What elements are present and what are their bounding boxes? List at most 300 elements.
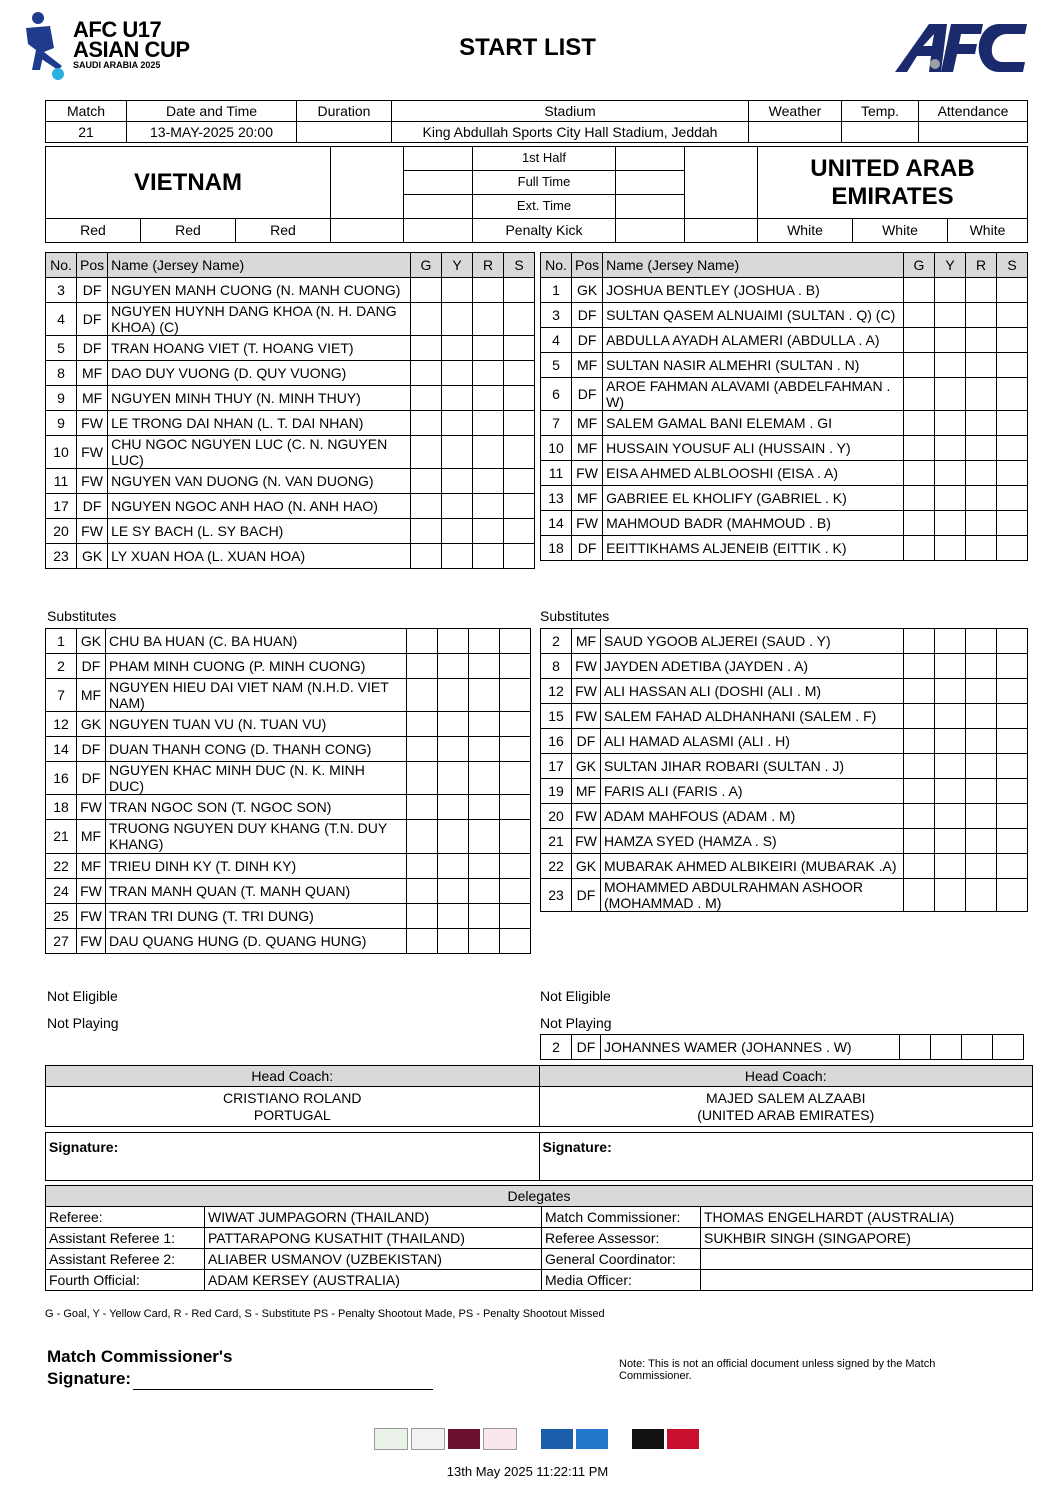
away-kit-1: White xyxy=(758,219,853,243)
red-card-box xyxy=(966,704,997,729)
player-row xyxy=(541,879,1028,912)
player-name: JAYDEN ADETIBA (JAYDEN . A) xyxy=(601,654,904,679)
player-name: LE TRONG DAI NHAN (L. T. DAI NHAN) xyxy=(108,411,411,436)
goal-box xyxy=(411,519,442,544)
away-not-playing-table xyxy=(540,1034,1024,1060)
away-not-playing-label: Not Playing xyxy=(540,1015,612,1031)
player-position: GK xyxy=(572,854,601,879)
player-row xyxy=(541,679,1028,704)
red-card-box xyxy=(469,679,500,712)
stadium-header: Stadium xyxy=(392,101,749,122)
away-not-eligible-label: Not Eligible xyxy=(540,988,611,1004)
goal-box xyxy=(904,654,935,679)
goal-box xyxy=(411,494,442,519)
player-number: 8 xyxy=(46,361,77,386)
period-ext-time: Ext. Time xyxy=(473,195,616,219)
player-position: DF xyxy=(572,328,603,353)
away-signature-field[interactable]: Signature: xyxy=(539,1133,1033,1181)
yellow-card-box xyxy=(935,536,966,561)
red-card-box xyxy=(966,854,997,879)
goal-box xyxy=(904,804,935,829)
substitute-box xyxy=(997,511,1028,536)
player-row xyxy=(46,494,535,519)
red-card-box xyxy=(469,712,500,737)
player-row xyxy=(46,629,531,654)
player-position: DF xyxy=(77,336,108,361)
player-row xyxy=(46,469,535,494)
yellow-card-box xyxy=(935,854,966,879)
player-number: 8 xyxy=(541,654,572,679)
red-card-box xyxy=(469,737,500,762)
player-number: 13 xyxy=(541,486,572,511)
match-stadium: King Abdullah Sports City Hall Stadium, Jeddah xyxy=(392,122,749,143)
player-number: 18 xyxy=(46,795,77,820)
player-name: SULTAN QASEM ALNUAIMI (SULTAN . Q) (C) xyxy=(603,303,904,328)
red-card-box xyxy=(966,536,997,561)
player-position: GK xyxy=(572,754,601,779)
substitute-box xyxy=(504,386,535,411)
player-position: FW xyxy=(77,436,108,469)
player-number: 10 xyxy=(46,436,77,469)
sponsor-logo-icon xyxy=(483,1428,517,1450)
red-card-box xyxy=(966,654,997,679)
goal-box xyxy=(904,829,935,854)
player-position: MF xyxy=(77,679,106,712)
yellow-card-box xyxy=(935,729,966,754)
red-card-box xyxy=(469,795,500,820)
yellow-card-box xyxy=(438,654,469,679)
g-box xyxy=(900,1035,931,1060)
weather-header: Weather xyxy=(749,101,842,122)
period-full-time: Full Time xyxy=(473,171,616,195)
substitute-box xyxy=(500,629,531,654)
player-row xyxy=(541,536,1028,561)
player-number: 4 xyxy=(541,328,572,353)
home-score-et xyxy=(404,195,473,219)
away-score-cell xyxy=(685,147,758,219)
red-card-box xyxy=(966,278,997,303)
yellow-card-box xyxy=(935,436,966,461)
home-team-name: VIETNAM xyxy=(46,147,331,219)
not-playing-no: 2 xyxy=(541,1035,572,1060)
col-s: S xyxy=(997,253,1028,278)
away-subs-table xyxy=(540,628,1028,912)
sponsor-logo-icon xyxy=(541,1429,573,1449)
yellow-card-box xyxy=(442,386,473,411)
note-text: Note: This is not an official document unless signed by the Match Commissioner. xyxy=(619,1358,936,1382)
player-number: 27 xyxy=(46,928,77,953)
goal-box xyxy=(411,303,442,336)
player-position: DF xyxy=(77,654,106,679)
yellow-card-box xyxy=(442,411,473,436)
player-row xyxy=(541,436,1028,461)
player-number: 22 xyxy=(541,854,572,879)
player-position: FW xyxy=(77,903,106,928)
match-date: 13-MAY-2025 20:00 xyxy=(127,122,297,143)
yellow-card-box xyxy=(442,361,473,386)
col-g: G xyxy=(411,253,442,278)
col-y: Y xyxy=(935,253,966,278)
yellow-card-box xyxy=(935,829,966,854)
goal-box xyxy=(904,879,935,912)
player-row xyxy=(541,486,1028,511)
mc-signature-line1: Match Commissioner's xyxy=(47,1347,233,1366)
player-position: GK xyxy=(572,278,603,303)
player-position: FW xyxy=(77,795,106,820)
away-coach-country: (UNITED ARAB EMIRATES) xyxy=(697,1106,875,1123)
col-no: No. xyxy=(46,253,77,278)
yellow-card-box xyxy=(438,737,469,762)
substitute-box xyxy=(997,704,1028,729)
player-number: 2 xyxy=(541,629,572,654)
yellow-card-box xyxy=(438,762,469,795)
away-starters-table xyxy=(540,252,1028,561)
player-row xyxy=(46,654,531,679)
substitute-box xyxy=(500,853,531,878)
substitute-box xyxy=(504,544,535,569)
away-subs-body xyxy=(541,629,1028,912)
tournament-line2: ASIAN CUP xyxy=(73,37,190,62)
player-position: FW xyxy=(77,519,108,544)
yellow-card-box xyxy=(935,486,966,511)
duration-header: Duration xyxy=(297,101,392,122)
goal-box xyxy=(904,436,935,461)
player-position: GK xyxy=(77,544,108,569)
player-number: 16 xyxy=(541,729,572,754)
substitute-box xyxy=(997,278,1028,303)
home-pk-cell xyxy=(331,219,404,243)
goal-box xyxy=(407,878,438,903)
goal-box xyxy=(904,353,935,378)
substitute-box xyxy=(500,679,531,712)
print-timestamp: 13th May 2025 11:22:11 PM xyxy=(446,1464,609,1479)
player-name: HUSSAIN YOUSUF ALI (HUSSAIN . Y) xyxy=(603,436,904,461)
sponsor-logo-icon xyxy=(411,1428,445,1450)
player-position: DF xyxy=(77,762,106,795)
player-number: 21 xyxy=(46,820,77,853)
player-name: AROE FAHMAN ALAVAMI (ABDELFAHMAN . W) xyxy=(603,378,904,411)
player-row xyxy=(46,853,531,878)
red-card-box xyxy=(473,519,504,544)
player-number: 18 xyxy=(541,536,572,561)
substitute-box xyxy=(504,303,535,336)
delegate-role: General Coordinator: xyxy=(542,1249,701,1270)
player-name: EEITTIKHAMS ALJENEIB (EITTIK . K) xyxy=(603,536,904,561)
player-name: NGUYEN NGOC ANH HAO (N. ANH HAO) xyxy=(108,494,411,519)
away-coach-label: Head Coach: xyxy=(539,1066,1033,1087)
substitute-box xyxy=(504,519,535,544)
player-position: FW xyxy=(572,679,601,704)
delegate-role: Referee Assessor: xyxy=(542,1228,701,1249)
substitute-box xyxy=(997,829,1028,854)
red-card-box xyxy=(469,762,500,795)
mc-signature-line[interactable] xyxy=(133,1371,433,1390)
red-card-box xyxy=(469,853,500,878)
player-number: 20 xyxy=(46,519,77,544)
goal-box xyxy=(904,378,935,411)
player-number: 11 xyxy=(541,461,572,486)
yellow-card-box xyxy=(442,278,473,303)
player-name: TRAN NGOC SON (T. NGOC SON) xyxy=(106,795,407,820)
player-number: 24 xyxy=(46,878,77,903)
player-position: DF xyxy=(77,278,108,303)
home-score-1st xyxy=(404,147,473,171)
home-not-eligible-label: Not Eligible xyxy=(47,988,118,1004)
yellow-card-box xyxy=(438,903,469,928)
player-position: DF xyxy=(572,378,603,411)
player-row xyxy=(46,386,535,411)
player-number: 4 xyxy=(46,303,77,336)
player-position: FW xyxy=(572,511,603,536)
substitute-box xyxy=(997,629,1028,654)
away-score-ft xyxy=(616,171,685,195)
player-row xyxy=(541,829,1028,854)
player-position: MF xyxy=(77,386,108,411)
player-position: GK xyxy=(77,629,106,654)
yellow-card-box xyxy=(935,278,966,303)
player-row xyxy=(46,336,535,361)
away-pk-score xyxy=(616,219,685,243)
red-card-box xyxy=(469,903,500,928)
red-card-box xyxy=(966,511,997,536)
player-position: MF xyxy=(572,353,603,378)
goal-box xyxy=(407,903,438,928)
col-name: Name (Jersey Name) xyxy=(603,253,904,278)
substitute-box xyxy=(500,654,531,679)
substitute-box xyxy=(997,804,1028,829)
player-number: 1 xyxy=(541,278,572,303)
substitute-box xyxy=(997,879,1028,912)
red-card-box xyxy=(966,486,997,511)
away-score-1st xyxy=(616,147,685,171)
col-s: S xyxy=(504,253,535,278)
col-g: G xyxy=(904,253,935,278)
player-position: MF xyxy=(572,411,603,436)
home-substitutes-label: Substitutes xyxy=(47,608,117,624)
score-table xyxy=(45,146,1028,243)
red-card-box xyxy=(966,411,997,436)
player-row xyxy=(46,436,535,469)
home-score-cell xyxy=(331,147,404,219)
substitute-box xyxy=(997,854,1028,879)
substitute-box xyxy=(500,878,531,903)
date-header: Date and Time xyxy=(127,101,297,122)
player-position: FW xyxy=(77,928,106,953)
goal-box xyxy=(904,536,935,561)
red-card-box xyxy=(473,411,504,436)
tournament-line1: AFC U17 xyxy=(73,17,162,42)
goal-box xyxy=(904,411,935,436)
player-row xyxy=(541,511,1028,536)
home-subs-body xyxy=(46,629,531,954)
s-box xyxy=(993,1035,1024,1060)
delegate-role: Media Officer: xyxy=(542,1270,701,1291)
red-card-box xyxy=(966,729,997,754)
delegate-name: THOMAS ENGELHARDT (AUSTRALIA) xyxy=(701,1207,1033,1228)
player-number: 7 xyxy=(541,411,572,436)
substitute-box xyxy=(997,779,1028,804)
goal-box xyxy=(407,820,438,853)
goal-box xyxy=(904,679,935,704)
home-starters-table xyxy=(45,252,535,569)
substitute-box xyxy=(997,353,1028,378)
yellow-card-box xyxy=(438,795,469,820)
player-name: ALI HASSAN ALI (DOSHI (ALI . M) xyxy=(601,679,904,704)
substitute-box xyxy=(997,679,1028,704)
yellow-card-box xyxy=(935,353,966,378)
player-position: DF xyxy=(77,303,108,336)
delegates-table xyxy=(45,1185,1033,1291)
home-signature-field[interactable]: Signature: xyxy=(46,1133,540,1181)
red-card-box xyxy=(473,303,504,336)
player-name: FARIS ALI (FARIS . A) xyxy=(601,779,904,804)
player-row xyxy=(46,903,531,928)
player-row xyxy=(541,754,1028,779)
yellow-card-box xyxy=(935,804,966,829)
match-temp xyxy=(842,122,919,143)
player-row xyxy=(541,654,1028,679)
goal-box xyxy=(904,854,935,879)
red-card-box xyxy=(469,878,500,903)
y-box xyxy=(931,1035,962,1060)
red-card-box xyxy=(469,654,500,679)
delegate-name: ALIABER USMANOV (UZBEKISTAN) xyxy=(205,1249,542,1270)
yellow-card-box xyxy=(438,928,469,953)
player-row xyxy=(541,854,1028,879)
player-name: MUBARAK AHMED ALBIKEIRI (MUBARAK .A) xyxy=(601,854,904,879)
player-number: 12 xyxy=(46,712,77,737)
player-position: FW xyxy=(77,469,108,494)
player-position: FW xyxy=(572,704,601,729)
player-row xyxy=(46,519,535,544)
col-pos: Pos xyxy=(77,253,108,278)
home-kit-3: Red xyxy=(236,219,331,243)
player-row xyxy=(46,737,531,762)
player-name: TRUONG NGUYEN DUY KHANG (T.N. DUY KHANG) xyxy=(106,820,407,853)
substitute-box xyxy=(500,737,531,762)
player-name: GABRIEE EL KHOLIFY (GABRIEL . K) xyxy=(603,486,904,511)
home-kit-2: Red xyxy=(141,219,236,243)
red-card-box xyxy=(966,629,997,654)
player-number: 11 xyxy=(46,469,77,494)
substitute-box xyxy=(997,303,1028,328)
player-number: 15 xyxy=(541,704,572,729)
player-name: NGUYEN HUYNH DANG KHOA (N. H. DANG KHOA) (C) xyxy=(108,303,411,336)
match-number: 21 xyxy=(46,122,127,143)
red-card-box xyxy=(966,353,997,378)
substitute-box xyxy=(997,328,1028,353)
not-playing-pos: DF xyxy=(572,1035,601,1060)
yellow-card-box xyxy=(935,511,966,536)
player-row xyxy=(46,878,531,903)
player-row xyxy=(46,712,531,737)
yellow-card-box xyxy=(438,679,469,712)
yellow-card-box xyxy=(935,704,966,729)
substitute-box xyxy=(997,486,1028,511)
player-name: DAU QUANG HUNG (D. QUANG HUNG) xyxy=(106,928,407,953)
player-name: NGUYEN VAN DUONG (N. VAN DUONG) xyxy=(108,469,411,494)
player-number: 20 xyxy=(541,804,572,829)
player-name: SULTAN NASIR ALMEHRI (SULTAN . N) xyxy=(603,353,904,378)
period-1st-half: 1st Half xyxy=(473,147,616,171)
r-box xyxy=(962,1035,993,1060)
goal-box xyxy=(411,361,442,386)
sponsor-logos xyxy=(374,1428,699,1450)
not-playing-name: JOHANNES WAMER (JOHANNES . W) xyxy=(601,1035,900,1060)
delegate-name xyxy=(701,1249,1033,1270)
player-position: DF xyxy=(77,494,108,519)
match-weather xyxy=(749,122,842,143)
player-number: 5 xyxy=(46,336,77,361)
player-name: NGUYEN TUAN VU (N. TUAN VU) xyxy=(106,712,407,737)
red-card-box xyxy=(473,494,504,519)
player-number: 3 xyxy=(46,278,77,303)
player-number: 23 xyxy=(46,544,77,569)
player-row xyxy=(541,303,1028,328)
substitute-box xyxy=(500,903,531,928)
home-not-playing-label: Not Playing xyxy=(47,1015,119,1031)
player-name: ADAM MAHFOUS (ADAM . M) xyxy=(601,804,904,829)
substitute-box xyxy=(504,436,535,469)
player-position: MF xyxy=(572,436,603,461)
player-row xyxy=(541,779,1028,804)
player-position: FW xyxy=(77,878,106,903)
goal-box xyxy=(407,629,438,654)
player-name: PHAM MINH CUONG (P. MINH CUONG) xyxy=(106,654,407,679)
home-subs-table xyxy=(45,628,531,954)
goal-box xyxy=(407,712,438,737)
yellow-card-box xyxy=(935,679,966,704)
player-row xyxy=(46,928,531,953)
player-row xyxy=(46,411,535,436)
red-card-box xyxy=(469,928,500,953)
player-number: 10 xyxy=(541,436,572,461)
delegates-header: Delegates xyxy=(46,1186,1033,1207)
match-attendance xyxy=(919,122,1028,143)
home-starters-body xyxy=(46,278,535,569)
player-number: 17 xyxy=(46,494,77,519)
delegate-role: Assistant Referee 2: xyxy=(46,1249,205,1270)
player-number: 6 xyxy=(541,378,572,411)
goal-box xyxy=(407,737,438,762)
goal-box xyxy=(904,486,935,511)
col-r: R xyxy=(966,253,997,278)
yellow-card-box xyxy=(442,544,473,569)
attendance-header: Attendance xyxy=(919,101,1028,122)
player-position: FW xyxy=(77,411,108,436)
substitute-box xyxy=(504,411,535,436)
home-score-ft xyxy=(404,171,473,195)
goal-box xyxy=(407,928,438,953)
player-position: MF xyxy=(572,629,601,654)
player-position: MF xyxy=(572,486,603,511)
player-name: SALEM FAHAD ALDHANHANI (SALEM . F) xyxy=(601,704,904,729)
goal-box xyxy=(411,278,442,303)
substitute-box xyxy=(997,461,1028,486)
player-name: TRAN TRI DUNG (T. TRI DUNG) xyxy=(106,903,407,928)
away-score-et xyxy=(616,195,685,219)
red-card-box xyxy=(966,779,997,804)
afc-logo-icon xyxy=(895,22,1029,74)
red-card-box xyxy=(966,754,997,779)
player-row xyxy=(541,328,1028,353)
player-position: DF xyxy=(77,737,106,762)
yellow-card-box xyxy=(935,461,966,486)
away-coach-name: MAJED SALEM ALZAABI xyxy=(706,1090,866,1107)
player-name: SULTAN JIHAR ROBARI (SULTAN . J) xyxy=(601,754,904,779)
goal-box xyxy=(904,779,935,804)
player-name: NGUYEN KHAC MINH DUC (N. K. MINH DUC) xyxy=(106,762,407,795)
